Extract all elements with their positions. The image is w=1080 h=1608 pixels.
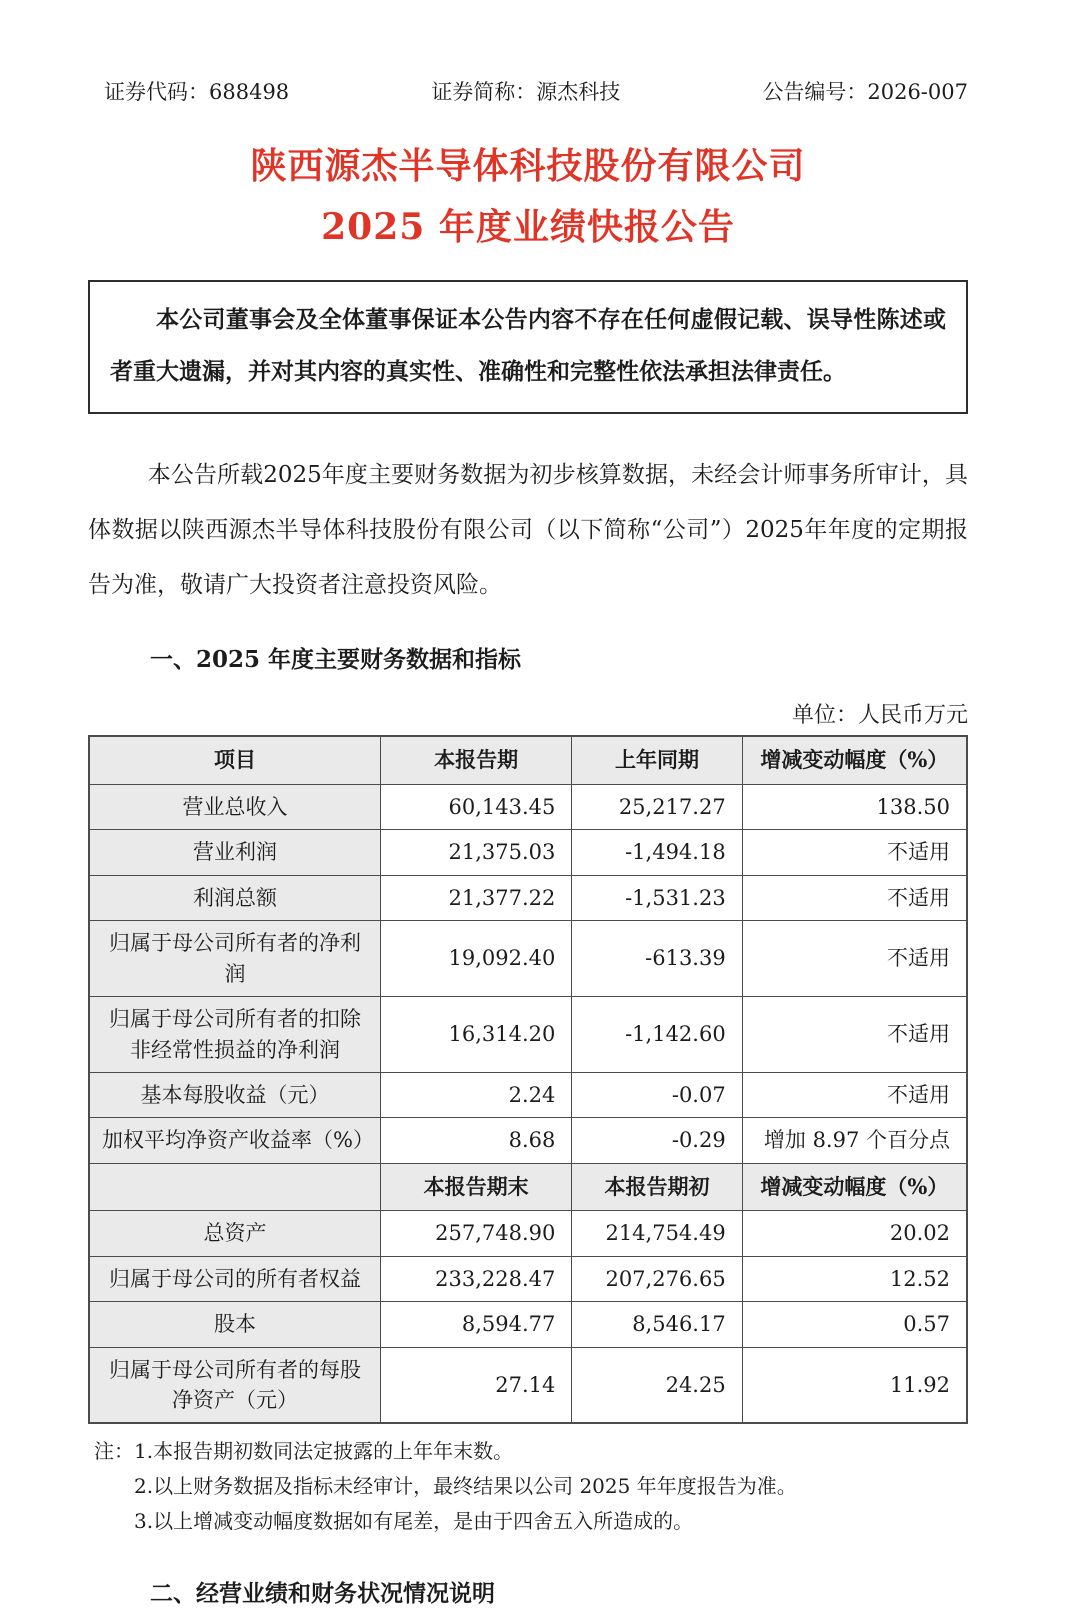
header-prior-period: 上年同期	[572, 736, 742, 784]
row-item-label: 加权平均净资产收益率（%）	[89, 1118, 380, 1163]
row-change-value: 增加 8.97 个百分点	[742, 1118, 967, 1163]
row-item-label: 基本每股收益（元）	[89, 1072, 380, 1117]
header-period-begin: 本报告期初	[572, 1163, 742, 1210]
row-change-value: 12.52	[742, 1256, 967, 1301]
disclaimer-text: 本公司董事会及全体董事保证本公告内容不存在任何虚假记载、误导性陈述或者重大遗漏，并对其内容的真实性、准确性和完整性依法承担法律责任。	[110, 306, 946, 386]
table-header-row-balance	[89, 1163, 967, 1210]
document-meta-row	[88, 76, 968, 106]
row-prior-value: 214,754.49	[572, 1211, 742, 1256]
row-item-label: 归属于母公司的所有者权益	[89, 1256, 380, 1301]
table-row	[89, 1302, 967, 1347]
row-current-value: 27.14	[380, 1347, 571, 1423]
row-item-label: 总资产	[89, 1211, 380, 1256]
row-change-value: 不适用	[742, 921, 967, 997]
row-change-value: 不适用	[742, 830, 967, 875]
table-row	[89, 1211, 967, 1256]
table-row	[89, 1256, 967, 1301]
footnote-3: 3.以上增减变动幅度数据如有尾差，是由于四舍五入所造成的。	[134, 1509, 694, 1534]
report-title: 2025 年度业绩快报公告	[321, 206, 735, 249]
row-change-value: 不适用	[742, 875, 967, 920]
table-row	[89, 1347, 967, 1423]
row-current-value: 8,594.77	[380, 1302, 571, 1347]
table-row	[89, 921, 967, 997]
header-change: 增减变动幅度（%）	[742, 736, 967, 784]
row-prior-value: 24.25	[572, 1347, 742, 1423]
table-row	[89, 1118, 967, 1163]
stock-short-name: 证券简称：源杰科技	[431, 80, 621, 104]
row-prior-value: 207,276.65	[572, 1256, 742, 1301]
row-prior-value: -0.07	[572, 1072, 742, 1117]
row-current-value: 60,143.45	[380, 784, 571, 829]
table-row	[89, 875, 967, 920]
table-row	[89, 997, 967, 1073]
row-current-value: 16,314.20	[380, 997, 571, 1073]
row-current-value: 21,375.03	[380, 830, 571, 875]
row-prior-value: -1,494.18	[572, 830, 742, 875]
header-empty	[89, 1163, 380, 1210]
row-prior-value: -613.39	[572, 921, 742, 997]
row-prior-value: 25,217.27	[572, 784, 742, 829]
row-item-label: 营业利润	[89, 830, 380, 875]
row-item-label: 归属于母公司所有者的净利润	[89, 921, 380, 997]
section2-heading: 二、经营业绩和财务状况情况说明	[150, 1580, 495, 1608]
row-current-value: 2.24	[380, 1072, 571, 1117]
header-current-period: 本报告期	[380, 736, 571, 784]
table-row	[89, 1072, 967, 1117]
row-item-label: 股本	[89, 1302, 380, 1347]
table-row	[89, 830, 967, 875]
table-header-row-period	[89, 736, 967, 784]
row-change-value: 不适用	[742, 997, 967, 1073]
header-item: 项目	[89, 736, 380, 784]
row-change-value: 20.02	[742, 1211, 967, 1256]
row-item-label: 归属于母公司所有者的每股净资产（元）	[89, 1347, 380, 1423]
table-row	[89, 784, 967, 829]
row-prior-value: -1,142.60	[572, 997, 742, 1073]
stock-code: 证券代码：688498	[104, 80, 290, 104]
header-period-end: 本报告期末	[380, 1163, 571, 1210]
row-change-value: 0.57	[742, 1302, 967, 1347]
row-change-value: 138.50	[742, 784, 967, 829]
row-current-value: 257,748.90	[380, 1211, 571, 1256]
row-item-label: 归属于母公司所有者的扣除非经常性损益的净利润	[89, 997, 380, 1073]
row-item-label: 利润总额	[89, 875, 380, 920]
row-current-value: 21,377.22	[380, 875, 571, 920]
footnote-1: 注：1.本报告期初数同法定披露的上年年末数。	[94, 1439, 514, 1464]
row-prior-value: 8,546.17	[572, 1302, 742, 1347]
footnotes	[88, 1434, 968, 1539]
company-title: 陕西源杰半导体科技股份有限公司	[250, 145, 806, 187]
row-prior-value: -1,531.23	[572, 875, 742, 920]
intro-paragraph: 本公告所载2025年度主要财务数据为初步核算数据，未经会计师事务所审计，具体数据以陕西源杰半导体科技股份有限公司（以下简称“公司”）2025年年度的定期报告为准，敬请广大投资者注意投资风险。	[88, 461, 968, 599]
row-change-value: 不适用	[742, 1072, 967, 1117]
financial-data-table	[88, 735, 968, 1424]
title-block	[88, 136, 968, 258]
row-current-value: 8.68	[380, 1118, 571, 1163]
announcement-number: 公告编号：2026-007	[762, 80, 968, 104]
row-prior-value: -0.29	[572, 1118, 742, 1163]
disclaimer-box	[88, 280, 968, 414]
row-current-value: 233,228.47	[380, 1256, 571, 1301]
section1-heading: 一、2025 年度主要财务数据和指标	[150, 646, 522, 674]
unit-note: 单位：人民币万元	[791, 703, 968, 729]
footnote-2: 2.以上财务数据及指标未经审计，最终结果以公司 2025 年年度报告为准。	[134, 1474, 797, 1499]
row-current-value: 19,092.40	[380, 921, 571, 997]
header-change: 增减变动幅度（%）	[742, 1163, 967, 1210]
row-item-label: 营业总收入	[89, 784, 380, 829]
row-change-value: 11.92	[742, 1347, 967, 1423]
